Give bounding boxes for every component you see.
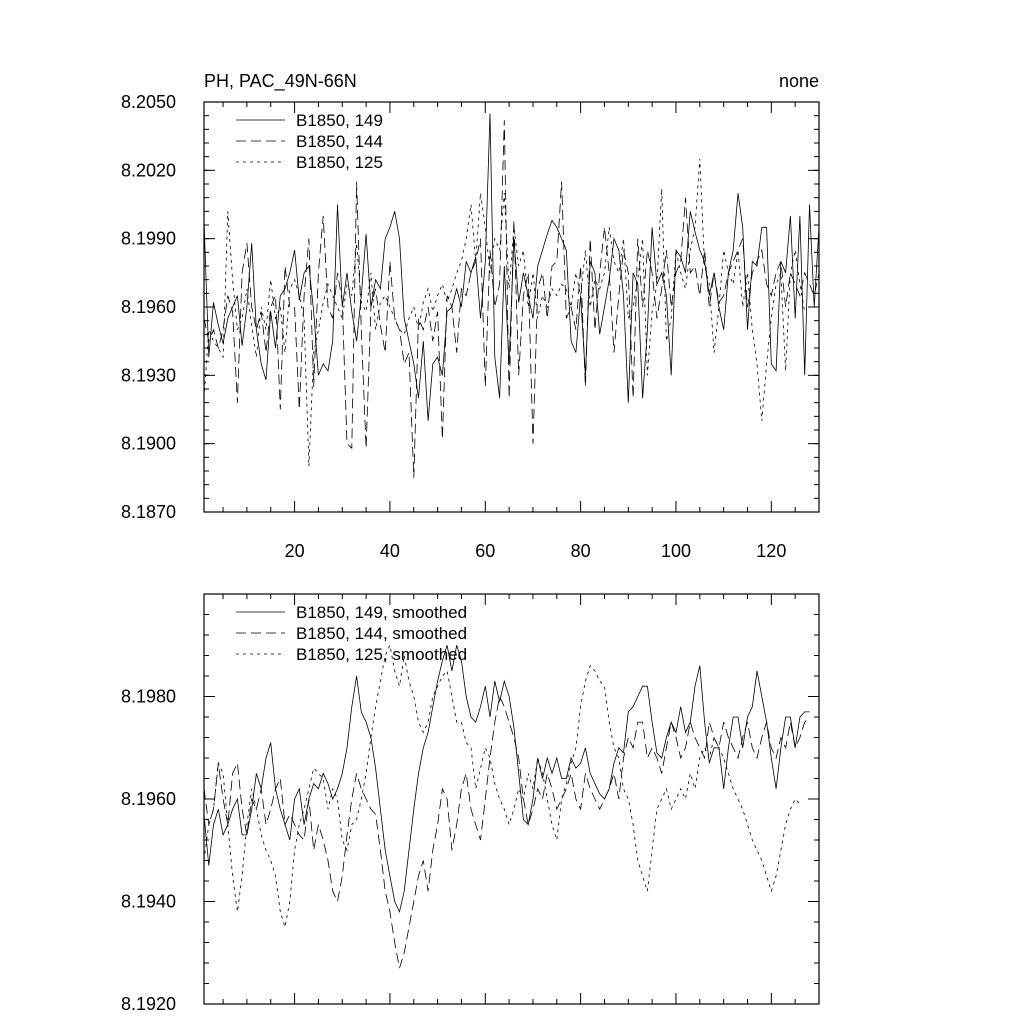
legend-label-2: B1850, 144, smoothed — [296, 624, 468, 643]
y-tick-label: 8.1920 — [120, 994, 176, 1014]
y-tick-label: 8.2020 — [120, 160, 176, 181]
y-tick-label: 8.1980 — [120, 686, 176, 707]
legend-label-3: B1850, 125, smoothed — [296, 645, 468, 664]
x-tick-label: 80 — [570, 541, 591, 561]
x-tick-label: 120 — [756, 541, 787, 561]
y-tick-label: 8.1960 — [120, 789, 176, 809]
y-tick-label: 8.1930 — [120, 365, 176, 386]
y-tick-label: 8.1900 — [120, 433, 176, 454]
series-line-3 — [204, 645, 800, 927]
legend-label-1: B1850, 149, smoothed — [296, 603, 468, 622]
x-tick-label: 20 — [284, 541, 305, 561]
series-line-2 — [204, 120, 819, 478]
x-tick-label: 60 — [475, 541, 496, 561]
series-line-3 — [204, 159, 805, 467]
y-tick-label: 8.2050 — [120, 92, 176, 112]
legend-label-1: B1850, 149 — [296, 111, 383, 130]
x-tick-label: 40 — [379, 541, 400, 561]
y-tick-label: 8.1960 — [120, 297, 176, 317]
top-chart-panel — [121, 71, 819, 561]
series-line-2 — [204, 697, 810, 969]
y-tick-label: 8.1940 — [120, 891, 176, 912]
legend-label-3: B1850, 125 — [296, 153, 383, 172]
series-line-1 — [204, 645, 810, 912]
legend-label-2: B1850, 144 — [296, 132, 383, 151]
chart-title-right: none — [778, 71, 819, 91]
x-tick-label: 100 — [660, 541, 692, 561]
bottom-chart-panel — [121, 594, 819, 1014]
chart-title-left: PH, PAC_49N-66N — [204, 71, 357, 91]
y-tick-label: 8.1990 — [120, 228, 176, 249]
y-tick-label: 8.1870 — [120, 502, 176, 522]
